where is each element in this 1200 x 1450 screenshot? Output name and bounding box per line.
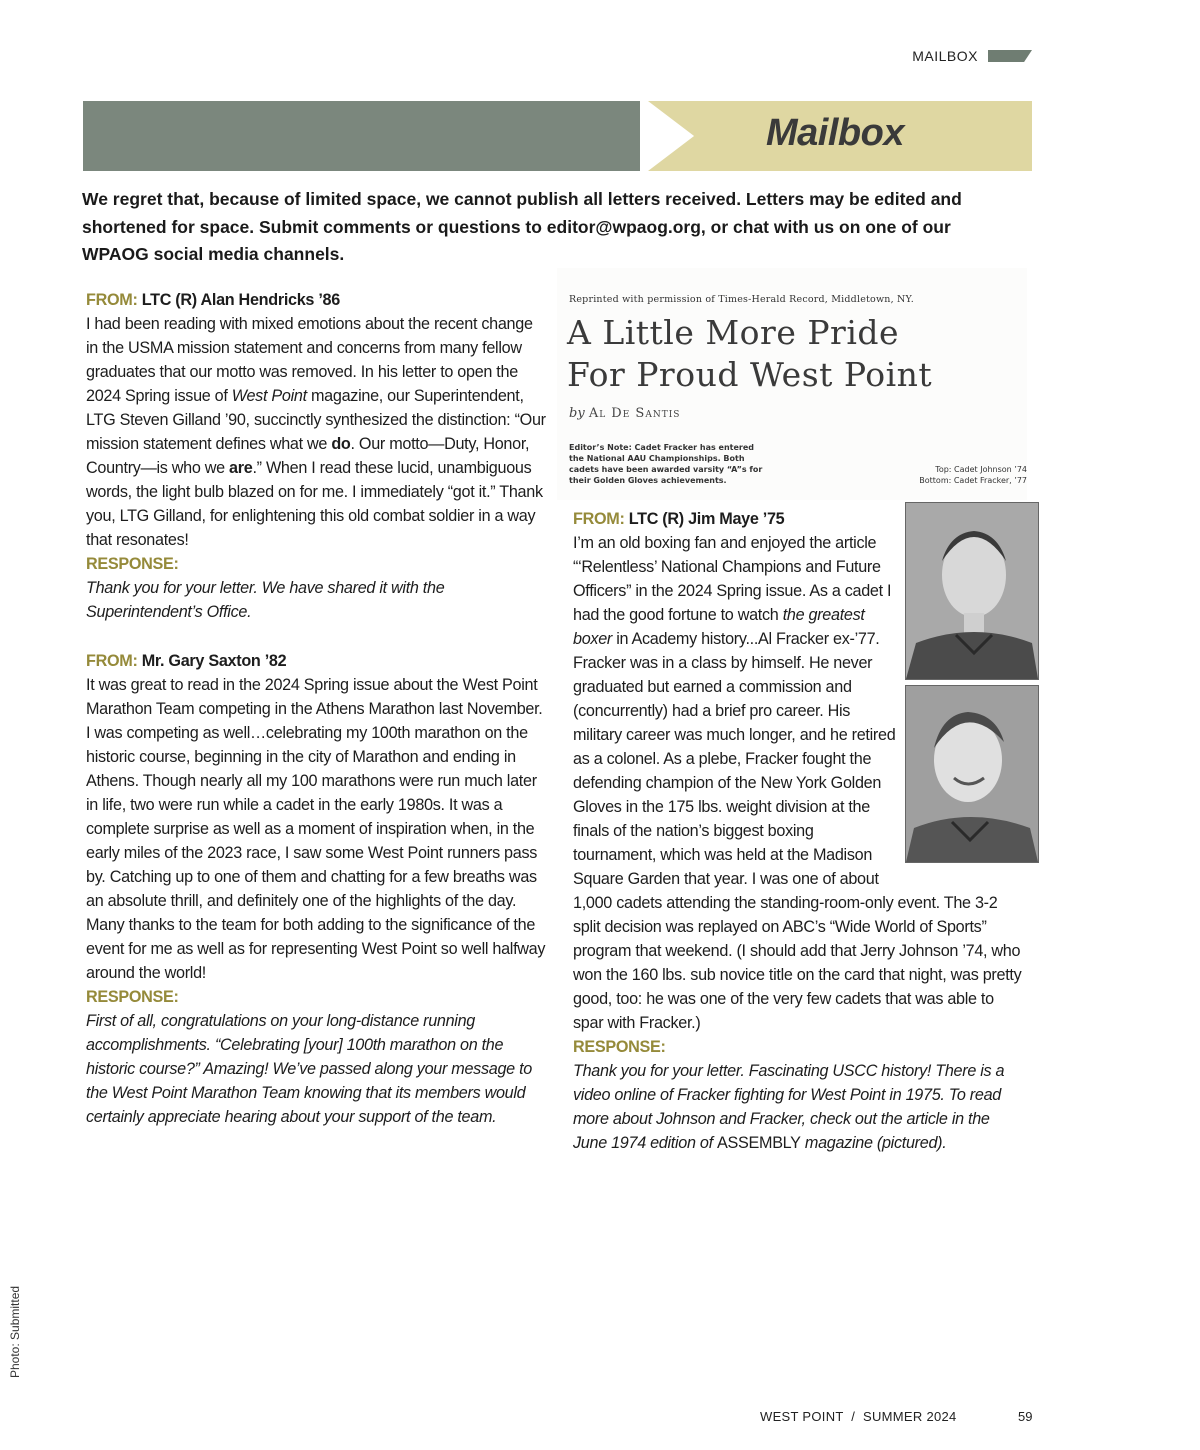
letter-body: I had been reading with mixed emotions about the recent change in the USMA mission statement and concerns from many fellow graduates that our motto was removed. In his letter to open the 2024 Spring issue of West Point magazine, our Superintendent, LTG Steven Gilland ’90, succinctly synthesized the distinction: “Our mission statement defines what we do. Our motto—Duty, Honor, Country—is who we are.” When I read these lucid, unambiguous words, the light bulb blazed on for me. I immediately “got it.” Thank you, LTG Gilland, for enlightening this old combat soldier in a way that resonates! bbox=[86, 315, 546, 549]
right-column-top bbox=[573, 507, 898, 531]
from-label: FROM: bbox=[573, 510, 625, 528]
clipping-headline: A Little More Pride For Proud West Point bbox=[567, 313, 933, 394]
response-label: RESPONSE: bbox=[573, 1038, 666, 1056]
response-text: First of all, congratulations on your long-distance running accomplishments. “Celebrating [your] 100th marathon on the historic course?” Amazing! We’ve passed along your message to the West Point Marathon Team knowing that its members would certainly appreciate hearing about your support of the team. bbox=[86, 1012, 532, 1126]
letter-from-line bbox=[86, 649, 548, 673]
from-label: FROM: bbox=[86, 652, 138, 670]
page-number: 59 bbox=[1018, 1409, 1033, 1424]
response-label: RESPONSE: bbox=[86, 555, 179, 573]
clipping-byline: by Al De Santis bbox=[569, 406, 681, 421]
letter-body: I’m an old boxing fan and enjoyed the article “‘Relentless’ National Champions and Future Officers” in the 2024 Spring issue. As a cadet I had the good fortune to watch the greatest boxer in Academy history...Al Fracker ex-’77. Fracker was in a class by himself. He never graduated but earned a commission and (concurrently) had a brief pro career. His military career was much longer, and he retired as a colonel. As a plebe, Fracker fought the defending champion of the New York Golden Gloves in the 175 lbs. weight division at the finals of the nation’s biggest boxing tournament, which was held at the Madison Square Garden that year. I was one of about 1,000 cadets attending the standing-room-only event. The 3-2 split decision was replayed on ABC’s “Wide World of Sports” program that weekend. (I should add that Jerry Johnson ’74, who won the 160 lbs. sub novice title on the card that night, was pretty good, too: he was one of the very few cadets that was able to spar with Fracker.) bbox=[573, 534, 1022, 1032]
letter-from-line bbox=[86, 288, 548, 312]
photo-credit: Photo: Submitted bbox=[8, 1285, 22, 1378]
letter-body: It was great to read in the 2024 Spring issue about the West Point Marathon Team competing in the Athens Marathon last November. I was competing as well…celebrating my 100th marathon on the historic course, beginning in the city of Marathon and ending in Athens. Though nearly all my 100 marathons were run much later in life, two were run while a cadet in the early 1980s. It was a complete surprise as well as a moment of inspiration when, in the early miles of the 2023 race, I saw some West Point runners pass by. Catching up to one of them and chatting for a few breaths was an absolute thrill, and definitely one of the highlights of the day. Many thanks to the team for both adding to the significance of the event for me as well as for representing West Point so well halfway around the world! bbox=[86, 676, 546, 982]
clipping-reprint-line: Reprinted with permission of Times-Herald Record, Middletown, NY. bbox=[569, 294, 915, 305]
response-label: RESPONSE: bbox=[86, 988, 179, 1006]
letter-author: LTC (R) Alan Hendricks ’86 bbox=[141, 291, 340, 309]
letter-from-line bbox=[573, 507, 898, 531]
clipping-editor-note: Editor’s Note: Cadet Fracker has entered the National AAU Championships. Both cadets have been awarded varsity “A”s for their Golden Gloves achievements. bbox=[569, 443, 763, 485]
section-label: MAILBOX bbox=[912, 48, 978, 64]
from-label: FROM: bbox=[86, 291, 138, 309]
section-tab-decoration bbox=[988, 50, 1032, 62]
newspaper-clipping bbox=[557, 268, 1027, 500]
letter-author: Mr. Gary Saxton ’82 bbox=[141, 652, 287, 670]
left-column bbox=[86, 288, 548, 1129]
letter-author: LTC (R) Jim Maye ’75 bbox=[628, 510, 785, 528]
right-column-body bbox=[573, 531, 1025, 1155]
response-text: Thank you for your letter. We have shared it with the Superintendent’s Office. bbox=[86, 579, 445, 621]
banner-grey-block bbox=[83, 101, 693, 171]
photo-float-spacer bbox=[897, 531, 1025, 889]
intro-paragraph: We regret that, because of limited space, we cannot publish all letters received. Letters may be edited and shortened for space. Submit comments or questions to editor@wpaog.org, or chat with us on one of our WPAOG social media channels. bbox=[82, 189, 962, 264]
clipping-caption: Top: Cadet Johnson ’74 Bottom: Cadet Fracker, ’77 bbox=[919, 465, 1027, 485]
page-title: Mailbox bbox=[766, 112, 904, 154]
response-text: Thank you for your letter. Fascinating USCC history! There is a video online of Fracker fighting for West Point in 1975. To read more about Johnson and Fracker, check out the article in the June 1974 edition of ASSEMBLY magazine (pictured). bbox=[573, 1062, 1005, 1152]
footer-publication: WEST POINT / SUMMER 2024 bbox=[760, 1409, 957, 1424]
